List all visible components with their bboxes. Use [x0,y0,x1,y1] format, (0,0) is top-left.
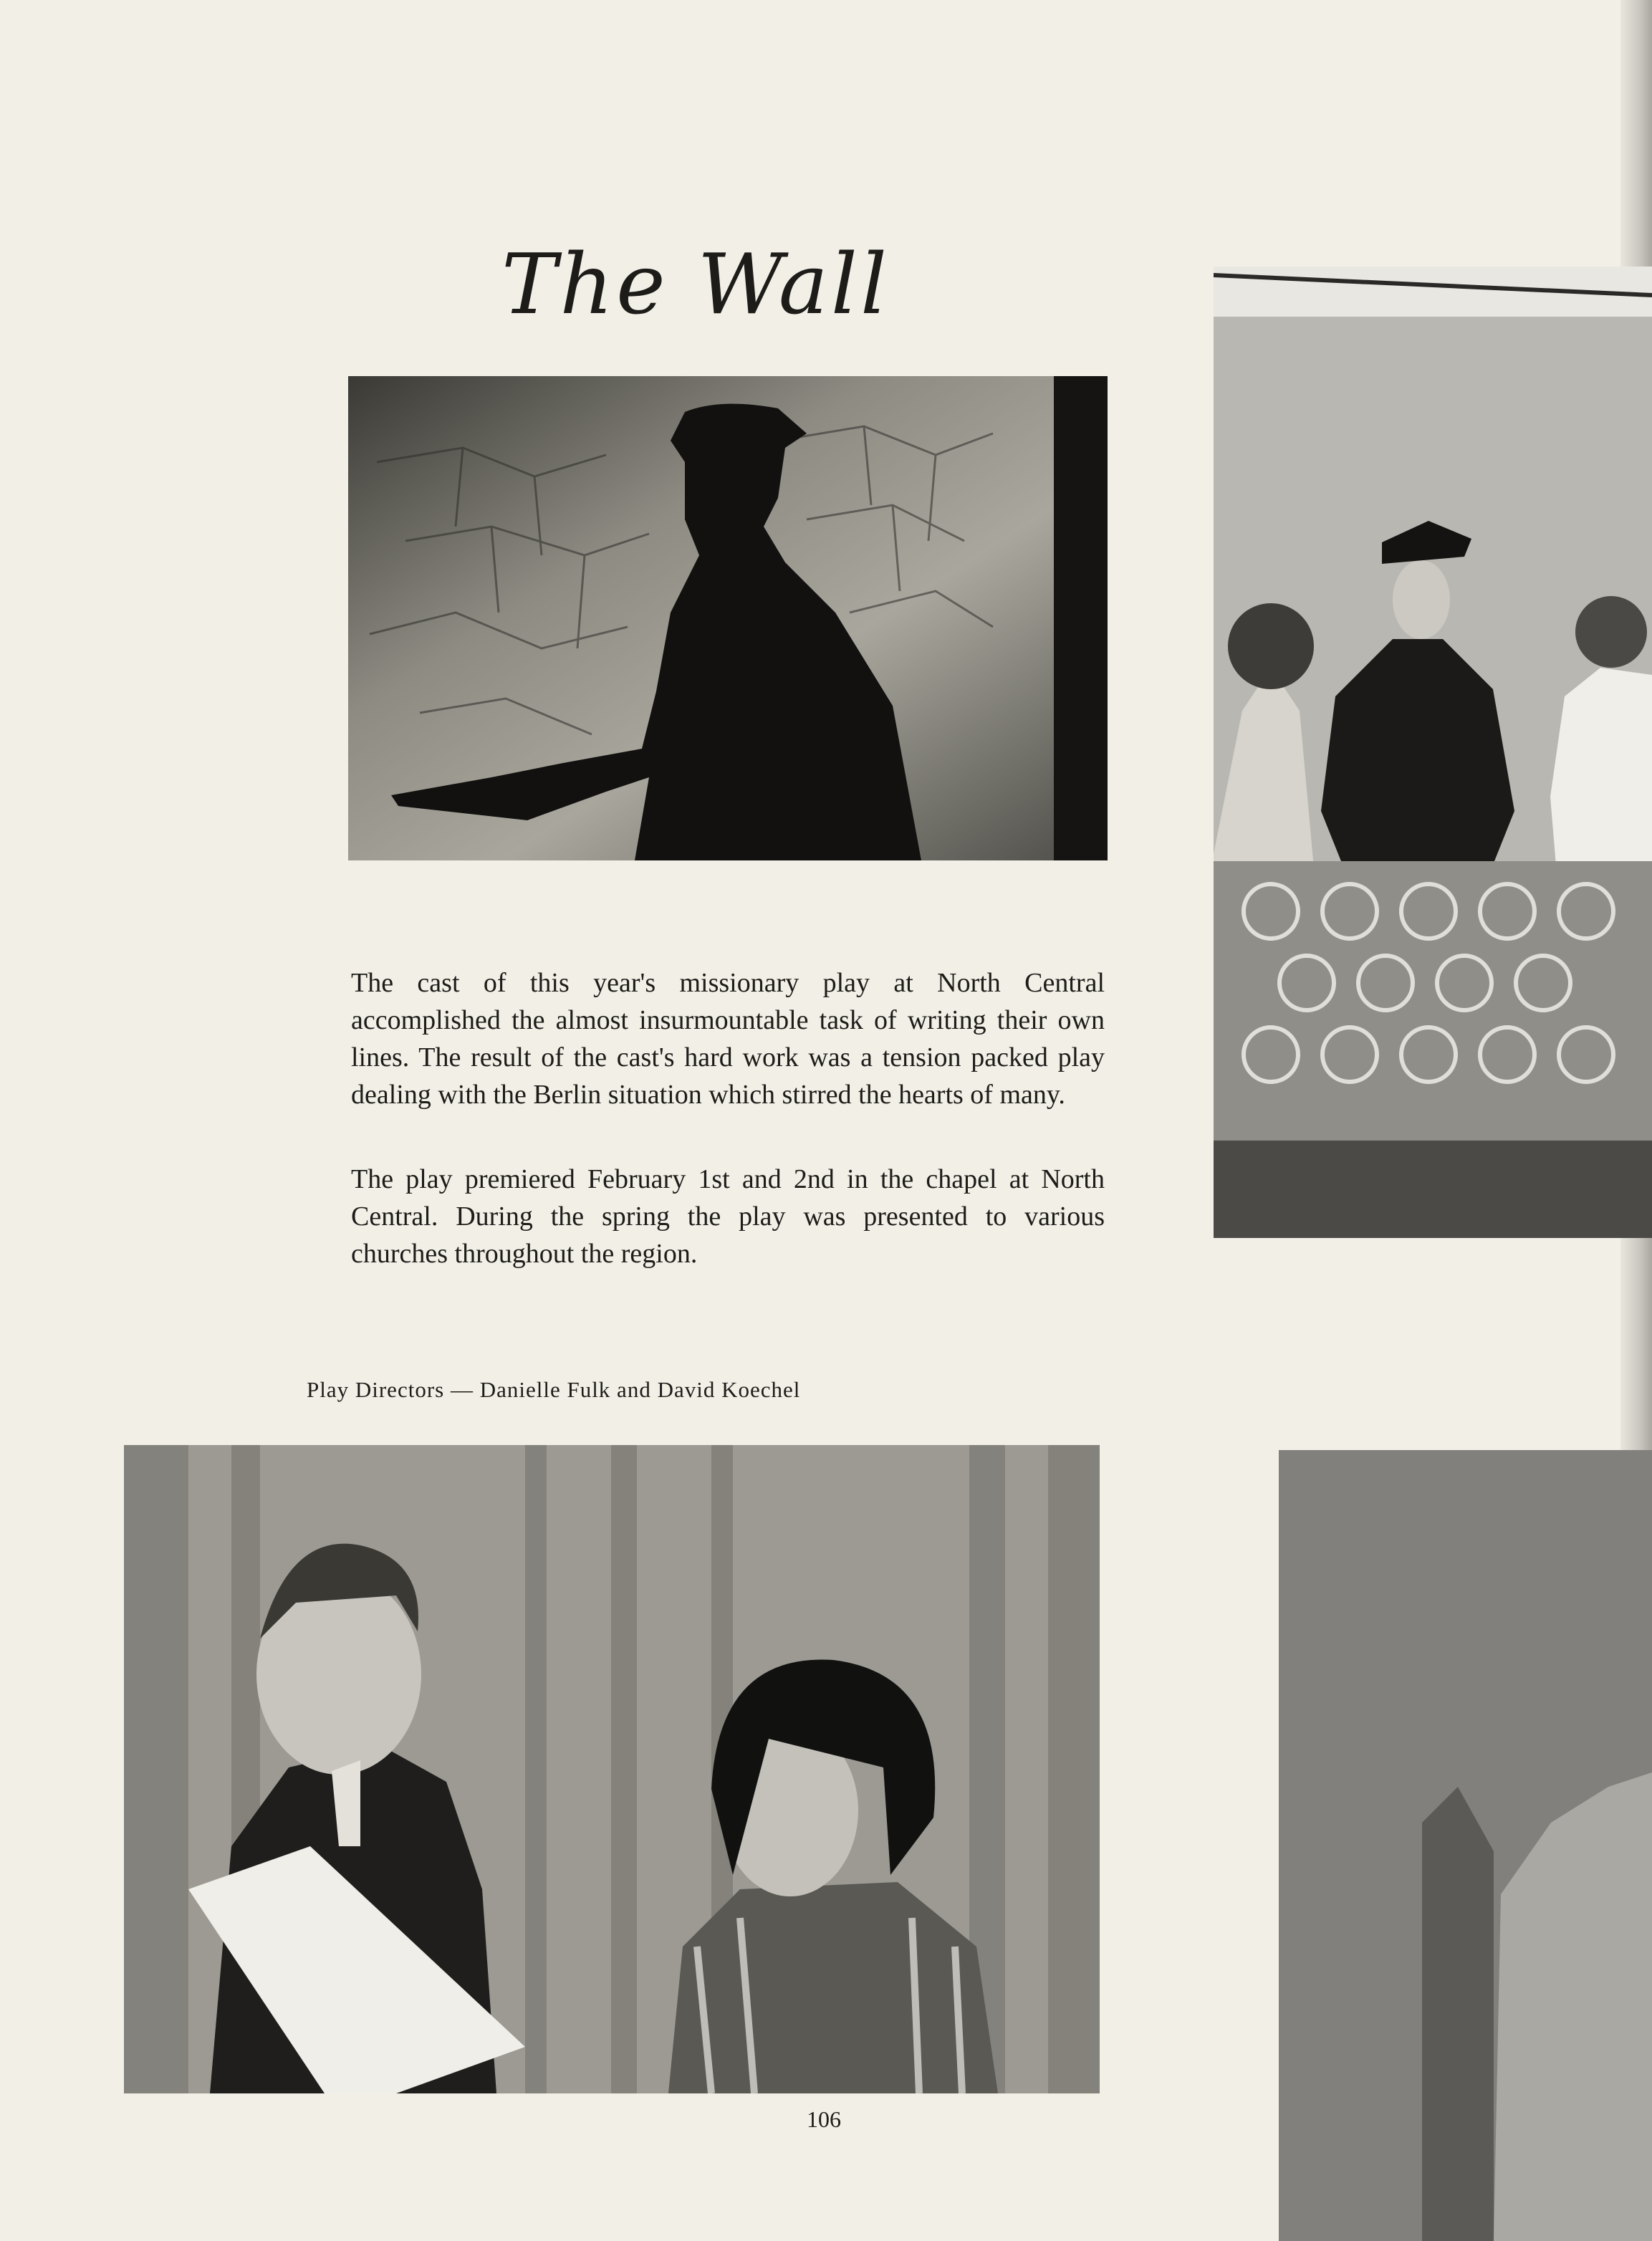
photo-shadow-on-wall [348,376,1108,860]
page-number: 106 [807,2106,841,2132]
photo-caption: Play Directors — Danielle Fulk and David Koechel [307,1377,801,1402]
photo-stage-scene [1214,267,1652,1238]
page-title: The Wall [501,236,890,333]
story-paragraph: The cast of this year's missionary play at North Central accomplished the almost insurmountable task of writing their own lines. The result of the cast's hard work was a tension packed play dealing with the Berlin situation which stirred the hearts of many. [351,968,1105,1110]
story-paragraph: The play premiered February 1st and 2nd in the chapel at North Central. During the spring the play was presented to various churches throughout the region. [351,1164,1105,1269]
photo-partial-right [1279,1450,1652,2241]
photo-play-directors [124,1445,1100,2093]
